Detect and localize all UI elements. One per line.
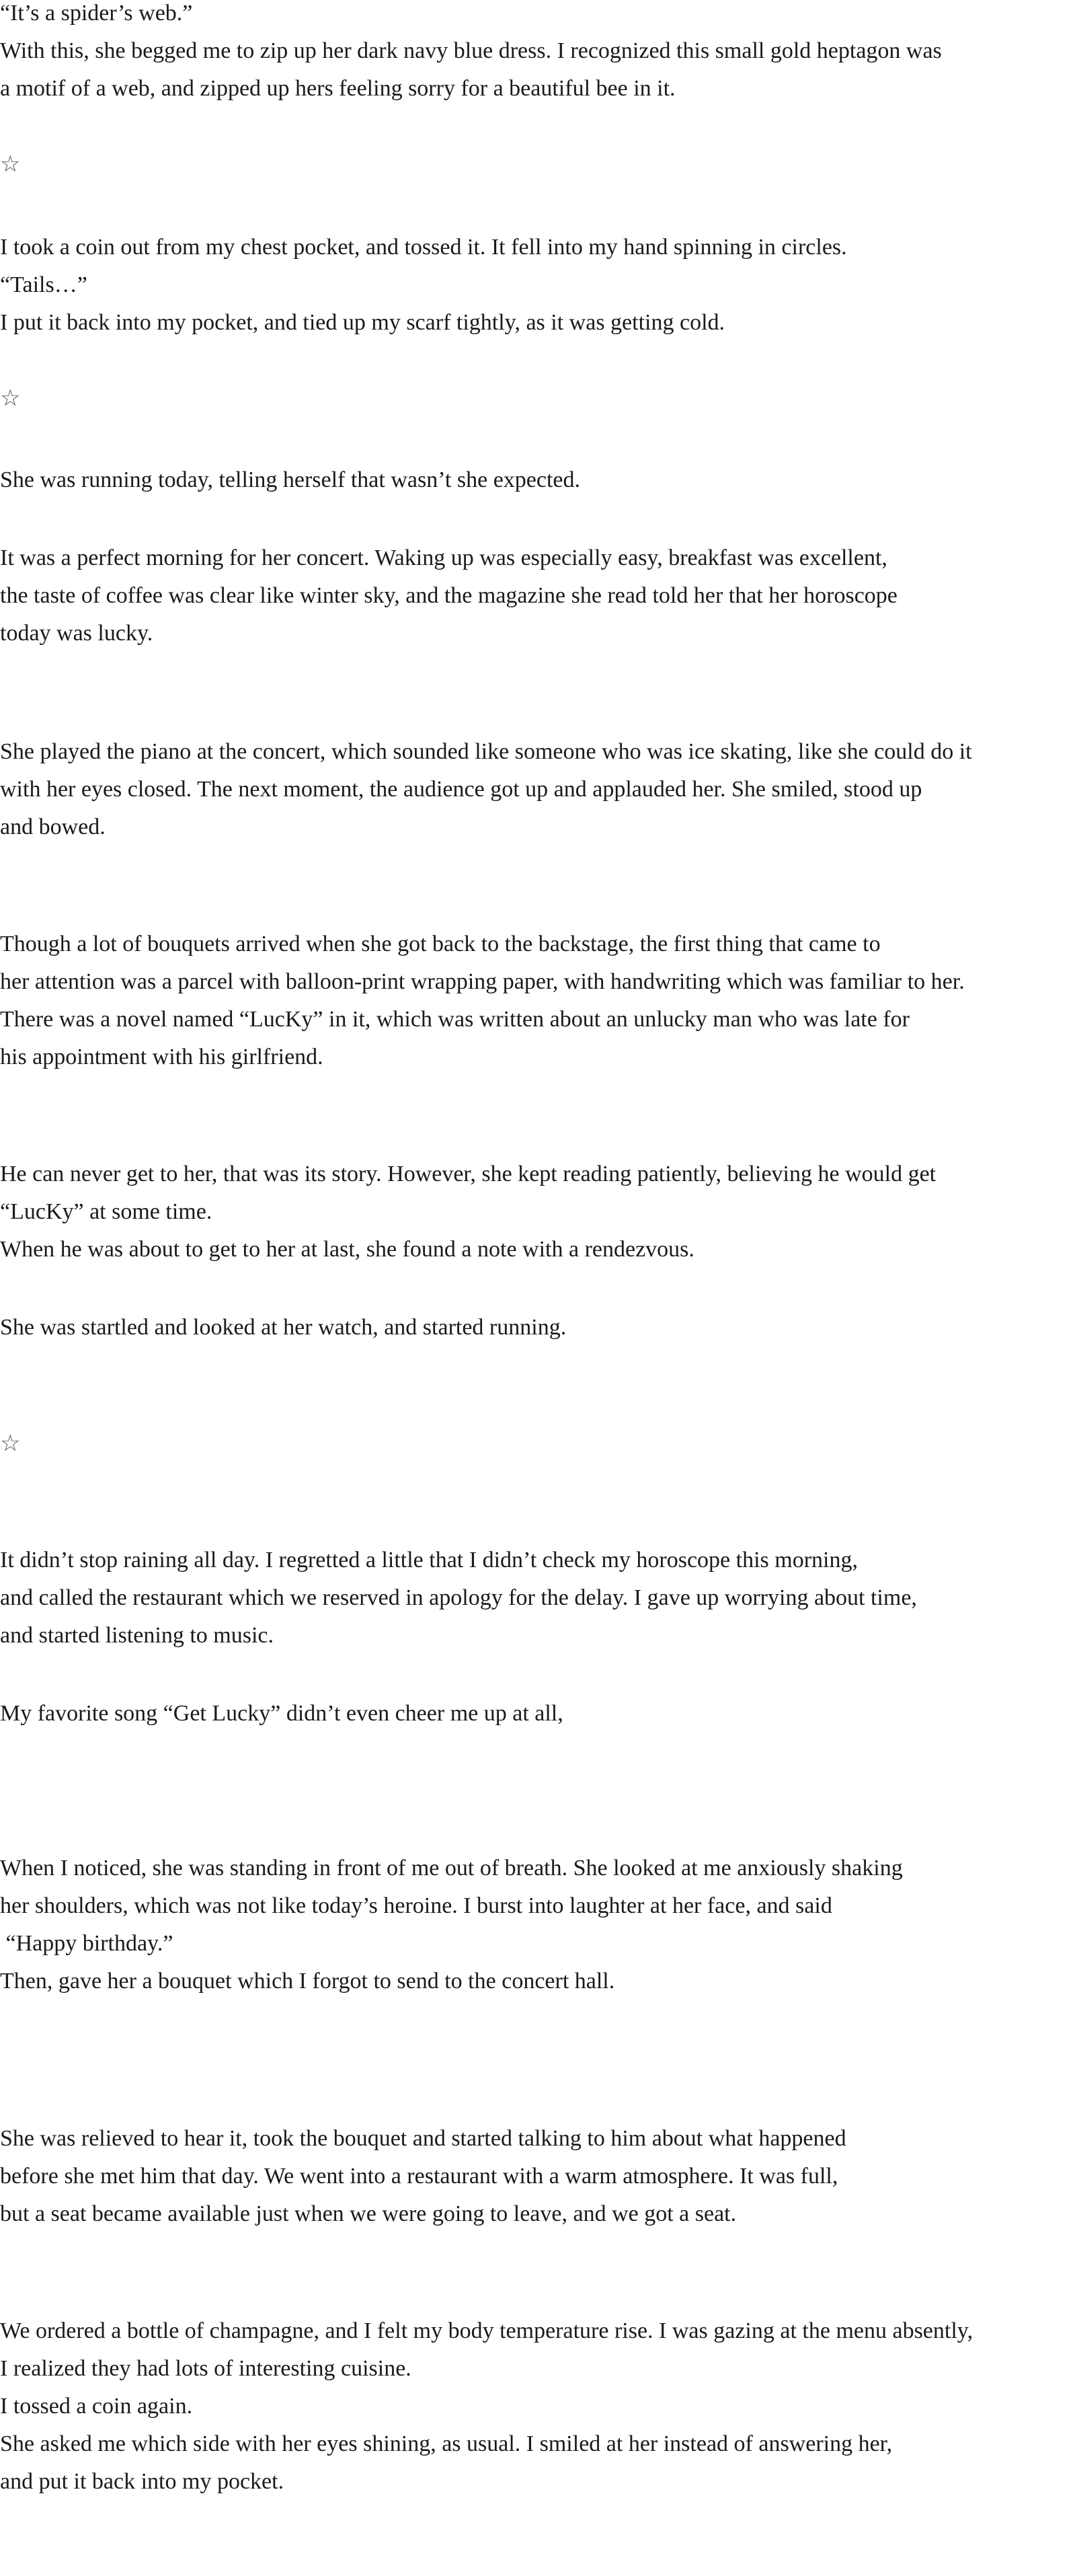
story-line: with her eyes closed. The next moment, the audience got up and applauded her. She smiled, stood up xyxy=(0,777,922,802)
story-line: She played the piano at the concert, which sounded like someone who was ice skating, like she could do it xyxy=(0,739,972,764)
story-line: I took a coin out from my chest pocket, and tossed it. It fell into my hand spinning in circles. xyxy=(0,235,847,260)
story-line: She asked me which side with her eyes shining, as usual. I smiled at her instead of answering her, xyxy=(0,2431,893,2456)
story-line: We ordered a bottle of champagne, and I felt my body temperature rise. I was gazing at the menu absently, xyxy=(0,2318,973,2343)
story-line: She was running today, telling herself that wasn’t she expected. xyxy=(0,467,580,492)
story-line: I put it back into my pocket, and tied up my scarf tightly, as it was getting cold. xyxy=(0,310,725,335)
story-line: When he was about to get to her at last, she found a note with a rendezvous. xyxy=(0,1237,694,1262)
story-line: “Tails…” xyxy=(0,272,87,297)
story-line: He can never get to her, that was its story. However, she kept reading patiently, believing he would get xyxy=(0,1162,937,1186)
story-line: When I noticed, she was standing in front of me out of breath. She looked at me anxiously shaking xyxy=(0,1856,903,1881)
story-line: and bowed. xyxy=(0,815,106,839)
scene-break-star-icon: ☆ xyxy=(0,385,21,412)
story-line: his appointment with his girlfriend. xyxy=(0,1045,323,1069)
story-line: With this, she begged me to zip up her dark navy blue dress. I recognized this small gold heptagon was xyxy=(0,38,942,63)
story-line: She was startled and looked at her watch, and started running. xyxy=(0,1315,567,1340)
story-line: and started listening to music. xyxy=(0,1623,274,1648)
story-line: and called the restaurant which we reserved in apology for the delay. I gave up worrying about time, xyxy=(0,1585,917,1610)
story-line: a motif of a web, and zipped up hers feeling sorry for a beautiful bee in it. xyxy=(0,76,676,101)
story-line: the taste of coffee was clear like winter sky, and the magazine she read told her that her horoscope xyxy=(0,583,898,608)
story-line: She was relieved to hear it, took the bouquet and started talking to him about what happened xyxy=(0,2126,846,2151)
story-line: My favorite song “Get Lucky” didn’t even cheer me up at all, xyxy=(0,1701,563,1726)
scene-break-star-icon: ☆ xyxy=(0,151,21,178)
story-line: I tossed a coin again. xyxy=(0,2394,193,2419)
story-line: but a seat became available just when we were going to leave, and we got a seat. xyxy=(0,2201,737,2226)
story-line: today was lucky. xyxy=(0,621,153,646)
scene-break-star-icon: ☆ xyxy=(0,1430,21,1457)
story-line: “Happy birthday.” xyxy=(0,1931,173,1956)
story-line: I realized they had lots of interesting cuisine. xyxy=(0,2356,411,2381)
story-line: “LucKy” at some time. xyxy=(0,1199,212,1224)
story-line: It didn’t stop raining all day. I regretted a little that I didn’t check my horoscope this morning, xyxy=(0,1548,858,1573)
story-line: “It’s a spider’s web.” xyxy=(0,1,193,26)
story-line: and put it back into my pocket. xyxy=(0,2469,284,2494)
story-line: before she met him that day. We went into a restaurant with a warm atmosphere. It was full, xyxy=(0,2164,838,2189)
story-line: There was a novel named “LucKy” in it, which was written about an unlucky man who was late for xyxy=(0,1007,910,1032)
story-line: It was a perfect morning for her concert. Waking up was especially easy, breakfast was excellent, xyxy=(0,545,887,570)
story-line: Then, gave her a bouquet which I forgot to send to the concert hall. xyxy=(0,1969,615,1994)
story-line: her shoulders, which was not like today’s heroine. I burst into laughter at her face, and said xyxy=(0,1893,832,1918)
story-line: Though a lot of bouquets arrived when she got back to the backstage, the first thing that came to xyxy=(0,932,881,956)
story-line: her attention was a parcel with balloon-print wrapping paper, with handwriting which was familiar to her. xyxy=(0,969,965,994)
